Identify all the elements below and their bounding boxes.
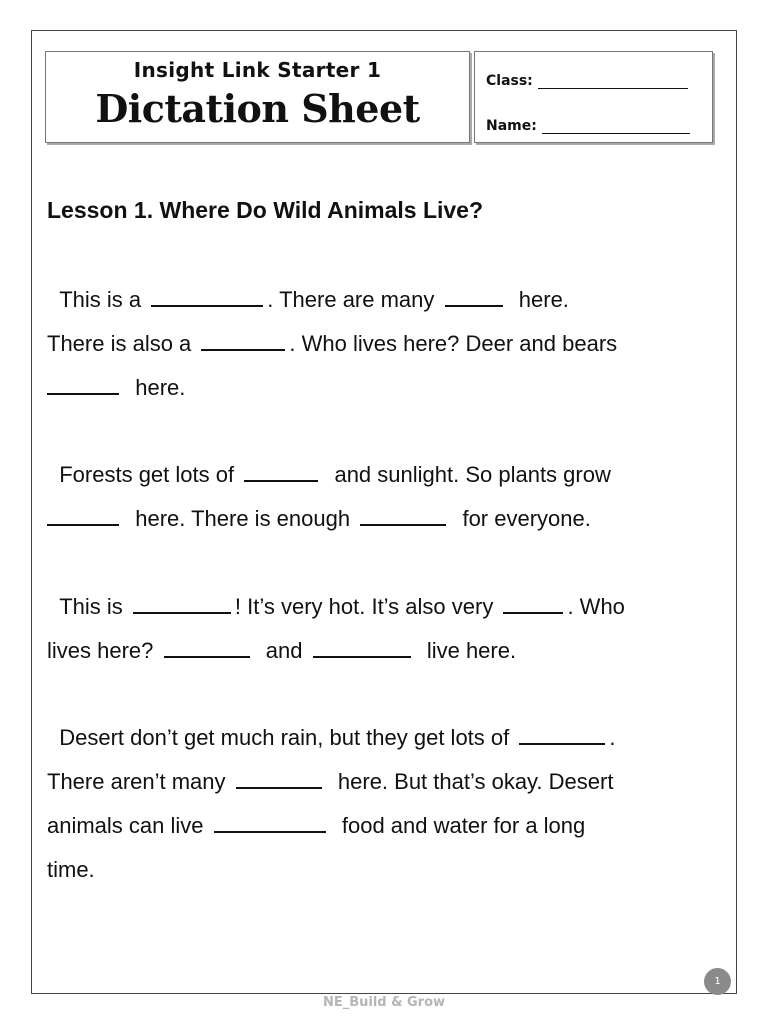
blank[interactable] [47, 375, 119, 395]
text: and sunlight. So plants grow [334, 462, 611, 487]
blank[interactable] [164, 638, 250, 658]
text: . Who lives here? Deer and bears [289, 331, 618, 356]
class-label: Class: [486, 73, 533, 89]
text: This is [59, 594, 123, 619]
text: This is a [59, 287, 142, 312]
name-label: Name: [486, 118, 537, 134]
page-number-badge: 1 [704, 968, 731, 995]
sheet-title: Dictation Sheet [95, 86, 420, 131]
blank[interactable] [133, 594, 231, 614]
text: here. There is enough [135, 506, 351, 531]
passage-1 [47, 278, 717, 410]
text: There aren’t many [47, 769, 226, 794]
lesson-title: Lesson 1. Where Do Wild Animals Live? [47, 197, 484, 223]
text: and [265, 638, 303, 663]
text: here. [135, 375, 186, 400]
text: live here. [426, 638, 517, 663]
passage-4 [47, 716, 717, 892]
text: lives here? [47, 638, 154, 663]
text: here. [518, 287, 569, 312]
text: Forests get lots of [59, 462, 235, 487]
blank[interactable] [201, 331, 285, 351]
blank[interactable] [503, 594, 563, 614]
name-row [486, 118, 690, 134]
class-field[interactable] [538, 74, 688, 89]
blank[interactable] [244, 462, 318, 482]
name-field[interactable] [542, 119, 690, 134]
text: ! It’s very hot. It’s also very [234, 594, 494, 619]
text: . [609, 725, 616, 750]
text: . There are many [267, 287, 435, 312]
blank[interactable] [445, 287, 503, 307]
series-subtitle: Insight Link Starter 1 [133, 58, 382, 82]
text: animals can live [47, 813, 204, 838]
text: for everyone. [462, 506, 591, 531]
blank[interactable] [47, 506, 119, 526]
passage-3 [47, 585, 717, 673]
blank[interactable] [519, 725, 605, 745]
text: . Who [567, 594, 625, 619]
blank[interactable] [236, 769, 322, 789]
title-box [45, 51, 470, 143]
text: Desert don’t get much rain, but they get lots of [59, 725, 510, 750]
passage-2 [47, 453, 717, 541]
footer-watermark: NE_Build & Grow [322, 995, 446, 1010]
text: time. [47, 857, 95, 882]
blank[interactable] [151, 287, 263, 307]
text: here. But that’s okay. Desert [337, 769, 614, 794]
blank[interactable] [360, 506, 446, 526]
student-info-box [474, 51, 713, 143]
blank[interactable] [313, 638, 411, 658]
blank[interactable] [214, 813, 326, 833]
class-row [486, 73, 688, 89]
text: There is also a [47, 331, 192, 356]
text: food and water for a long [341, 813, 586, 838]
